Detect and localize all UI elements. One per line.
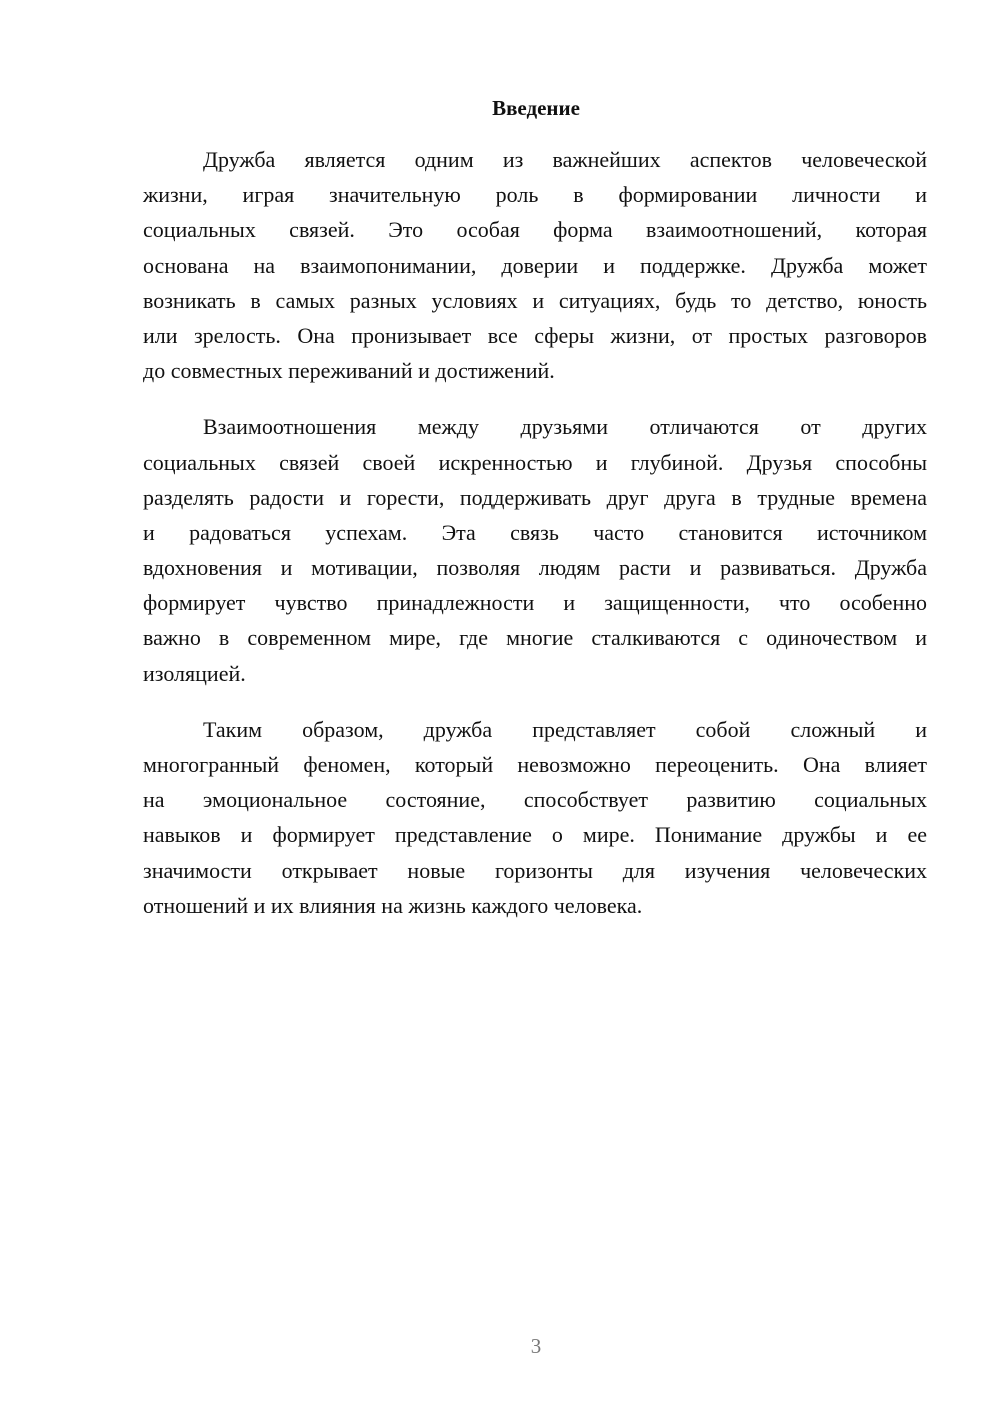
paragraph [143,142,927,388]
text-line: важно в современном мире, где многие сталкиваются с одиночеством и [143,625,927,651]
text-line: изоляцией. [143,660,246,686]
text-line: и радоваться успехам. Эта связь часто становится источником [143,519,927,545]
text-line: социальных связей своей искренностью и глубиной. Друзья способны [143,449,927,475]
text-line: Взаимоотношения между друзьями отличаются от других [203,414,927,440]
text-line: отношений и их влияния на жизнь каждого человека. [143,892,643,918]
document-body [143,142,927,944]
text-line: жизни, играя значительную роль в формировании личности и [143,182,927,208]
text-line: значимости открывает новые горизонты для изучения человеческих [143,857,927,883]
text-line: до совместных переживаний и достижений. [143,358,555,384]
text-line: основана на взаимопонимании, доверии и поддержке. Дружба может [143,252,927,278]
text-line: возникать в самых разных условиях и ситуациях, будь то детство, юность [143,287,927,313]
text-line: Таким образом, дружба представляет собой сложный и [203,716,927,742]
text-line: или зрелость. Она пронизывает все сферы жизни, от простых разговоров [143,322,927,348]
text-line: вдохновения и мотивации, позволяя людям расти и развиваться. Дружба [143,555,927,581]
page-number: 3 [530,1334,542,1358]
text-line: формирует чувство принадлежности и защищенности, что особенно [143,590,927,616]
paragraph [143,409,927,691]
text-line: социальных связей. Это особая форма взаимоотношений, которая [143,217,927,243]
paragraph [143,712,927,923]
text-line: навыков и формирует представление о мире. Понимание дружбы и ее [143,822,927,848]
text-line: Дружба является одним из важнейших аспектов человеческой [203,147,927,172]
text-line: многогранный феномен, который невозможно переоценить. Она влияет [143,752,927,777]
text-line: на эмоциональное состояние, способствует развитию социальных [143,787,927,813]
section-heading: Введение [492,96,580,120]
text-line: разделять радости и горести, поддерживать друг друга в трудные времена [143,484,927,510]
